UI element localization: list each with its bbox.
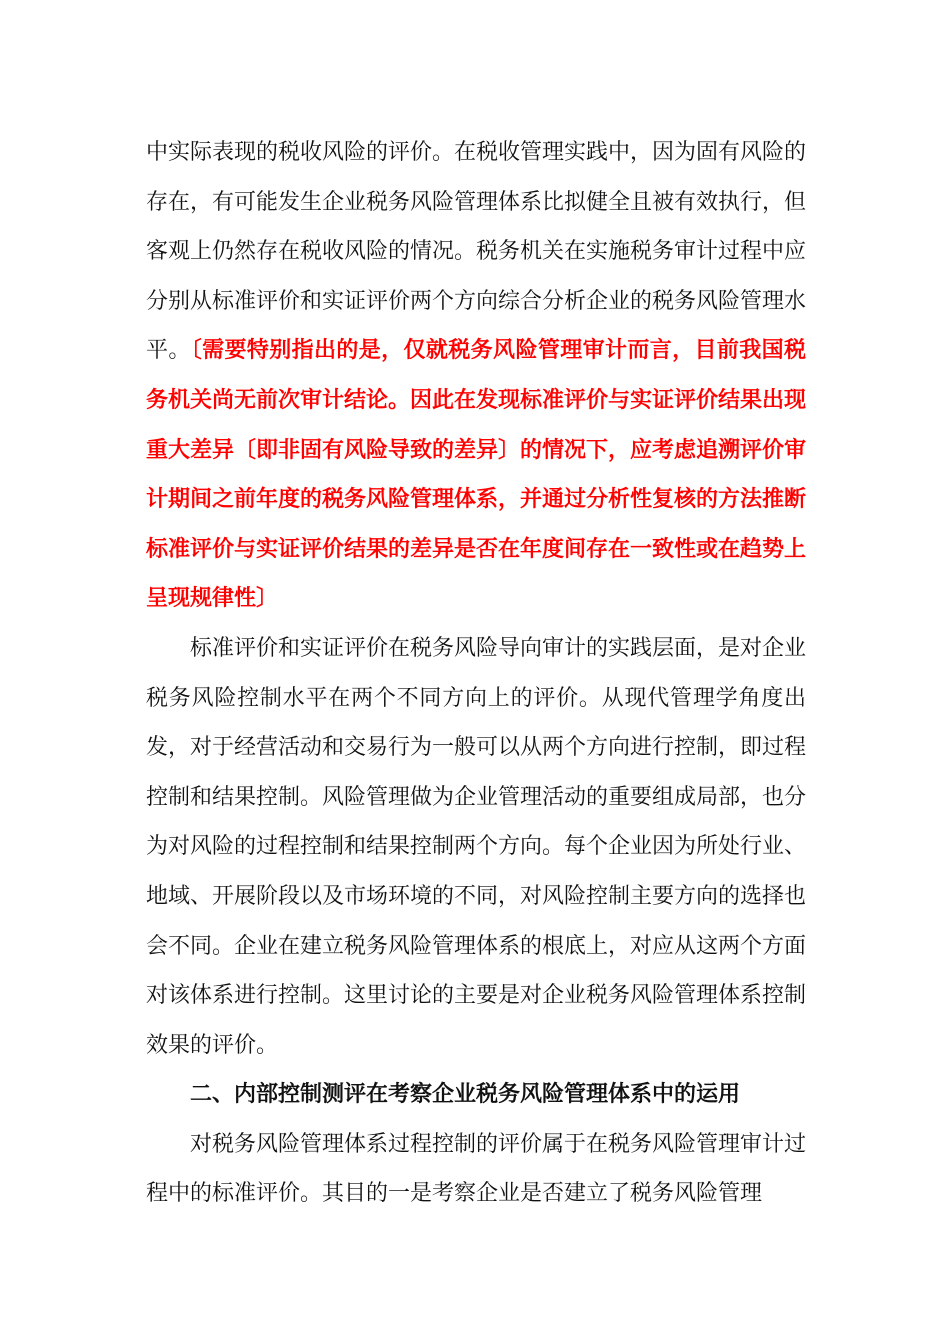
paragraph-1-highlighted-note: 〔需要特别指出的是，仅就税务风险管理审计而言，目前我国税务机关尚无前次审计结论。因此在发现标准评价与实证评价结果出现重大差异〔即非固有风险导致的差异〕的情况下，应考虑追溯评价审计期间之前年度的税务风险管理体系，并通过分析性复核的方法推断标准评价与实证评价结果的差异是否在年度间存在一致性或在趋势上呈现规律性〕 bbox=[146, 337, 807, 612]
paragraph-1 bbox=[146, 128, 806, 624]
paragraph-3: 对税务风险管理体系过程控制的评价属于在税务风险管理审计过程中的标准评价。其目的一是考察企业是否建立了税务风险管理 bbox=[146, 1131, 807, 1207]
document-body bbox=[146, 128, 806, 1219]
section-heading: 二、内部控制测评在考察企业税务风险管理体系中的运用 bbox=[190, 1081, 741, 1108]
paragraph-1-text: 中实际表现的税收风险的评价。在税收管理实践中，因为固有风险的存在，有可能发生企业税务风险管理体系比拟健全且被有效执行，但客观上仍然存在税收风险的情况。税务机关在实施税务审计过程中应分别从标准评价和实证评价两个方向综合分析企业的税务风险管理水平。 bbox=[146, 140, 807, 364]
paragraph-2: 标准评价和实证评价在税务风险导向审计的实践层面，是对企业税务风险控制水平在两个不同方向上的评价。从现代管理学角度出发，对于经营活动和交易行为一般可以从两个方向进行控制，即过程控制和结果控制。风险管理做为企业管理活动的重要组成局部，也分为对风险的过程控制和结果控制两个方向。每个企业因为所处行业、地域、开展阶段以及市场环境的不同，对风险控制主要方向的选择也会不同。企业在建立税务风险管理体系的根底上，对应从这两个方面对该体系进行控制。这里讨论的主要是对企业税务风险管理体系控制效果的评价。 bbox=[146, 635, 807, 1058]
